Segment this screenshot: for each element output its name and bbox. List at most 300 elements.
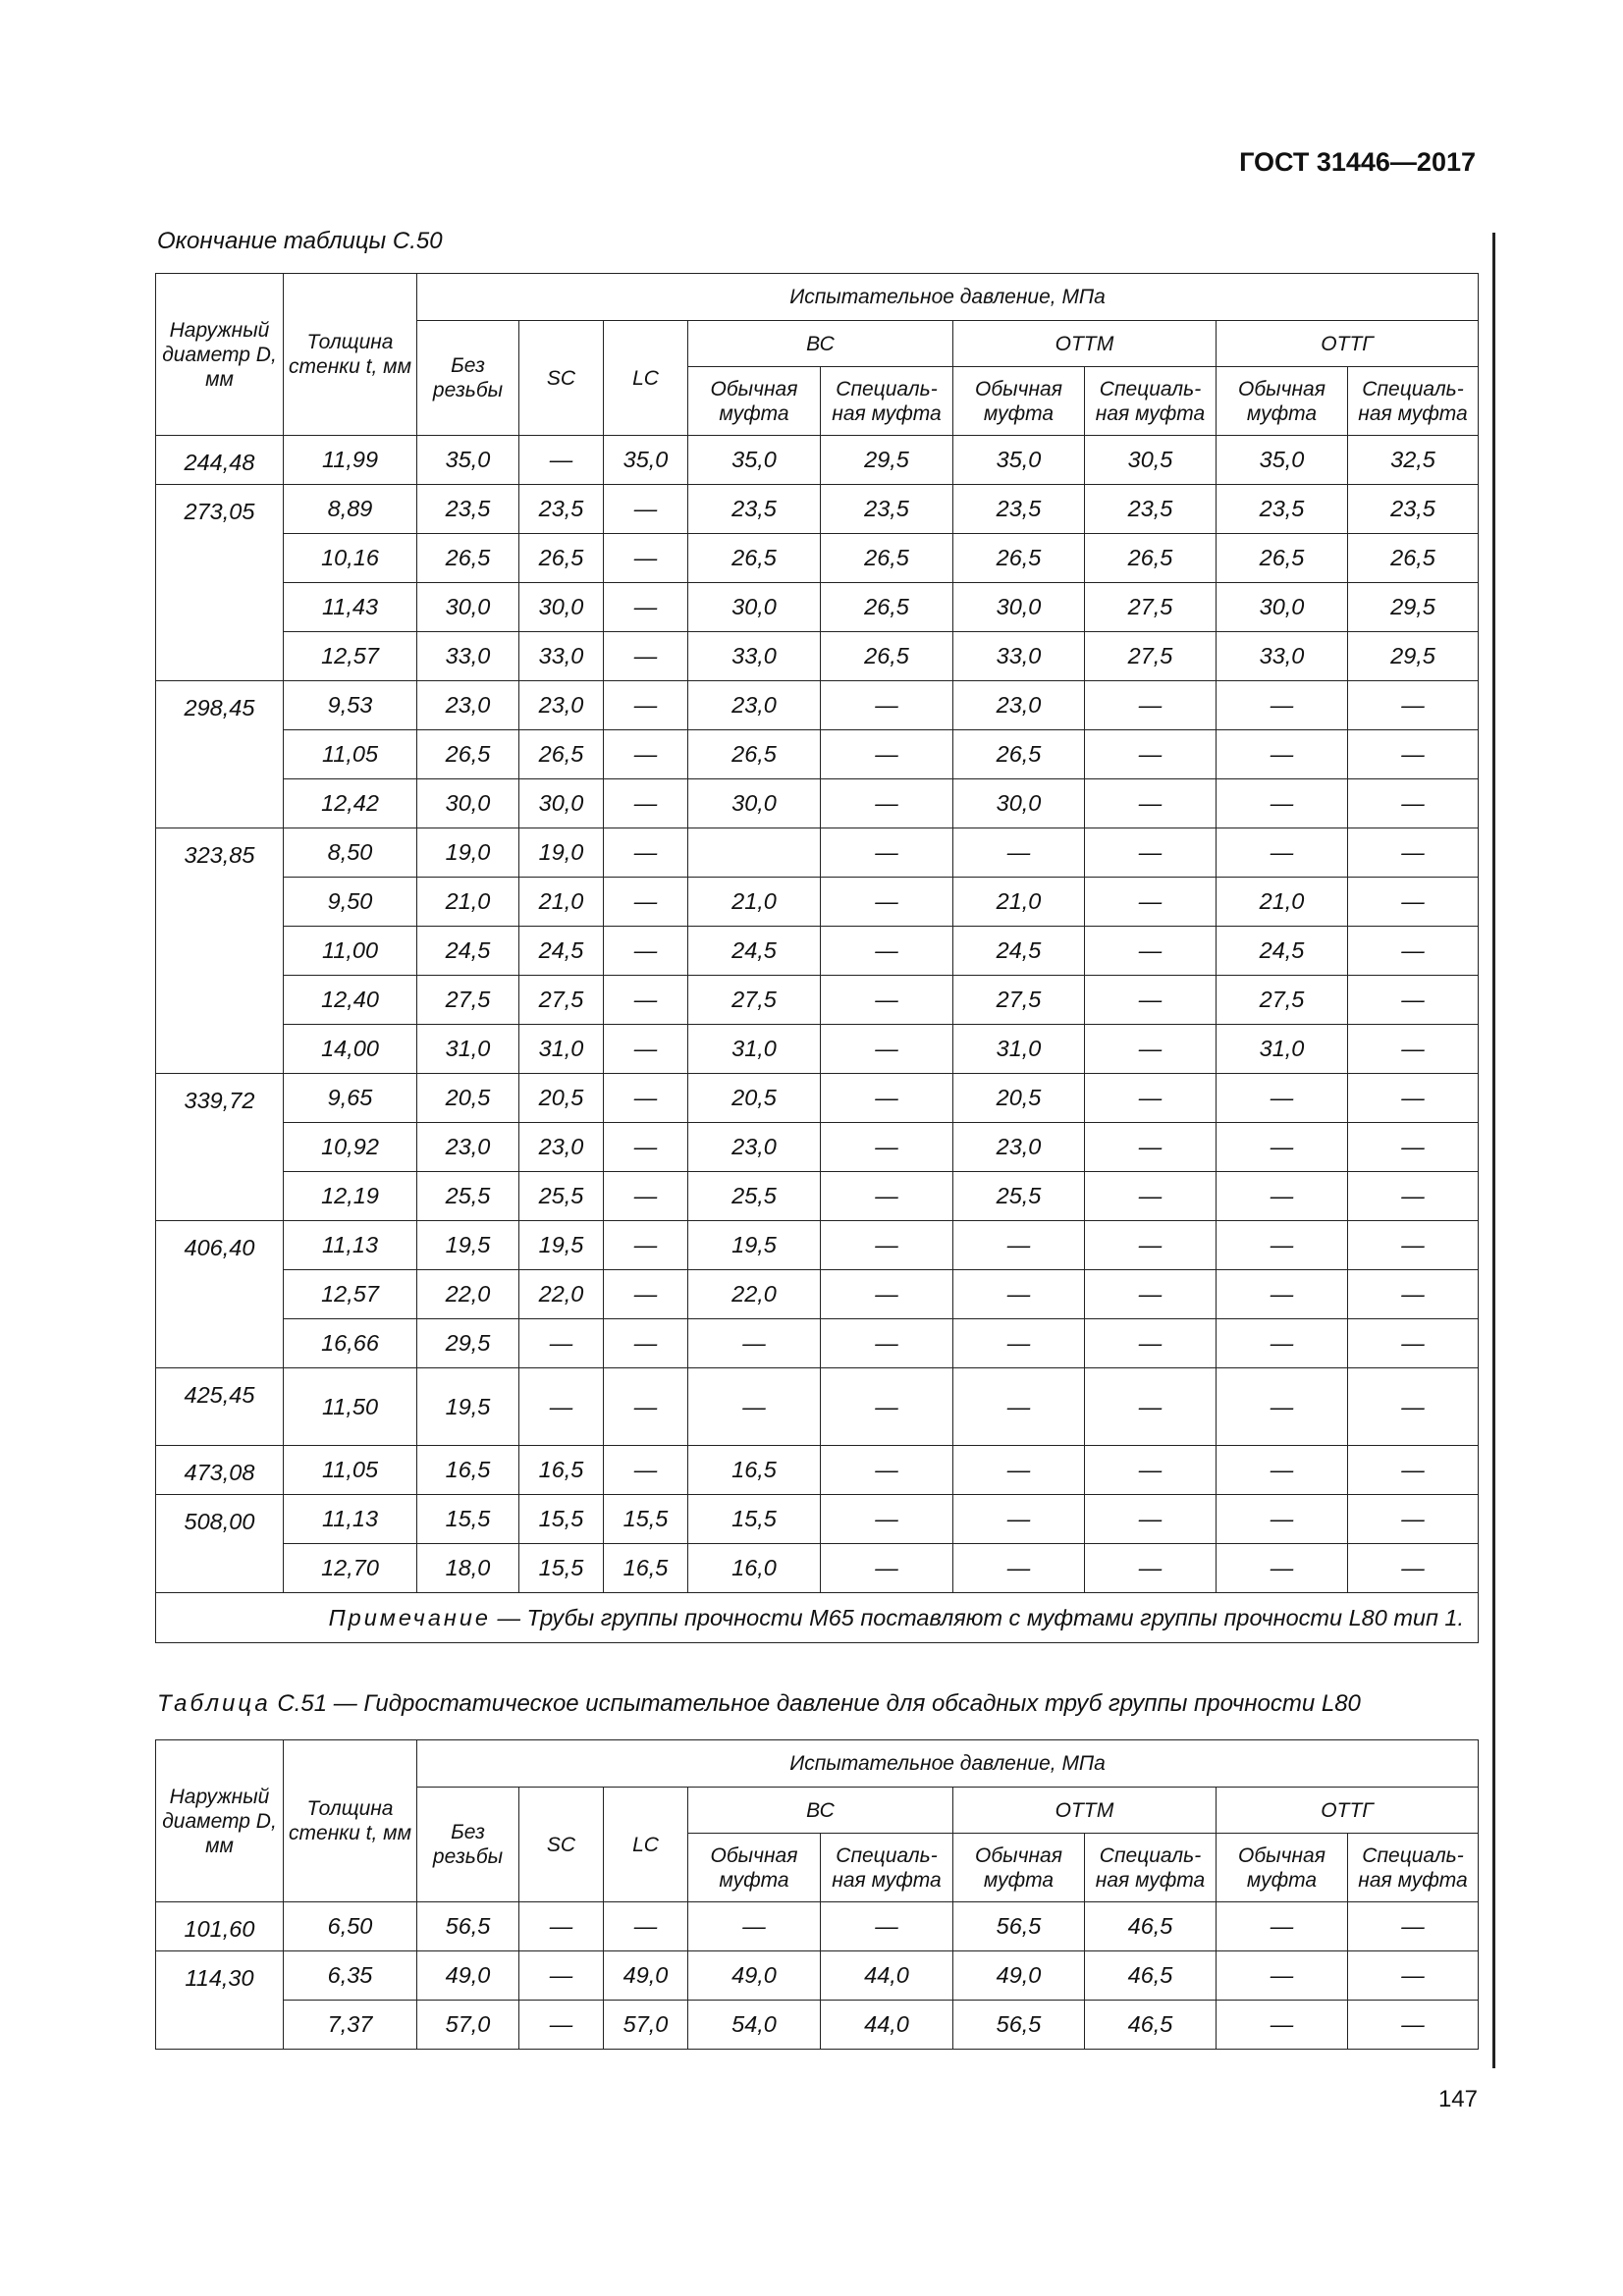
thickness-cell: 11,43 [284,583,417,632]
pressure-cell: 49,0 [953,1951,1085,2001]
pressure-cell: — [821,1221,953,1270]
pressure-cell: 22,0 [417,1270,519,1319]
col-lc: LC [604,321,688,436]
pressure-cell: — [1348,1270,1479,1319]
pressure-cell: — [821,1544,953,1593]
thickness-cell: 8,89 [284,485,417,534]
pressure-cell: 57,0 [604,2001,688,2050]
pressure-cell: 44,0 [821,2001,953,2050]
pressure-cell: 27,5 [1085,583,1217,632]
pressure-cell: — [1217,1221,1348,1270]
pressure-cell [688,828,821,878]
pressure-cell: — [604,1368,688,1446]
pressure-cell: 23,0 [417,1123,519,1172]
pressure-cell: — [1217,1319,1348,1368]
pressure-cell: 54,0 [688,2001,821,2050]
pressure-cell: — [1348,1319,1479,1368]
note-text: — Трубы группы прочности М65 поставляют с муфтами группы прочности L80 тип 1. [490,1604,1465,1630]
table-row [156,1074,1479,1123]
diameter-cell: 473,08 [156,1446,284,1495]
pressure-cell: 29,5 [821,436,953,485]
table-row [156,1221,1479,1270]
pressure-cell: 35,0 [1217,436,1348,485]
thickness-cell: 11,00 [284,927,417,976]
col-bc-regular: Обычная муфта [688,367,821,436]
pressure-cell: 21,0 [1217,878,1348,927]
pressure-cell: 23,5 [953,485,1085,534]
pressure-cell: — [1217,779,1348,828]
pressure-cell: 35,0 [604,436,688,485]
table-row [156,583,1479,632]
pressure-cell: — [604,1270,688,1319]
pressure-cell: — [604,1221,688,1270]
pressure-cell: — [1217,1446,1348,1495]
pressure-cell: 26,5 [417,534,519,583]
pressure-cell: 26,5 [953,534,1085,583]
pressure-cell: — [1348,1495,1479,1544]
pressure-cell: — [604,878,688,927]
pressure-cell: — [1085,1544,1217,1593]
table-row [156,632,1479,681]
col-ottg-regular: Обычная муфта [1217,1834,1348,1902]
pressure-cell: 30,0 [519,779,604,828]
pressure-cell: 31,0 [417,1025,519,1074]
pressure-cell: 19,0 [417,828,519,878]
pressure-cell: — [1348,2001,1479,2050]
pressure-cell: — [1217,2001,1348,2050]
table-c51 [155,1739,1479,2050]
pressure-cell: — [1348,976,1479,1025]
col-sc: SC [519,1788,604,1902]
table-row [156,1544,1479,1593]
pressure-cell: 20,5 [688,1074,821,1123]
col-bc-special: Специаль-ная муфта [821,1834,953,1902]
col-diameter: Наружный диаметр D, мм [156,1740,284,1902]
pressure-cell: — [1217,1368,1348,1446]
col-diameter: Наружный диаметр D, мм [156,274,284,436]
pressure-cell: — [953,1368,1085,1446]
pressure-cell: — [1217,1074,1348,1123]
note-label: Примечание [328,1604,491,1630]
pressure-cell: — [821,1025,953,1074]
thickness-cell: 9,65 [284,1074,417,1123]
table-row [156,1951,1479,2001]
table-row [156,1270,1479,1319]
pressure-cell: 23,0 [953,1123,1085,1172]
thickness-cell: 11,05 [284,730,417,779]
col-ottm-special: Специаль-ная муфта [1085,1834,1217,1902]
pressure-cell: — [953,1544,1085,1593]
pressure-cell: — [1348,681,1479,730]
pressure-cell: — [821,1368,953,1446]
pressure-cell: — [604,534,688,583]
pressure-cell: 23,5 [1217,485,1348,534]
pressure-cell: — [1085,1446,1217,1495]
diameter-cell: 244,48 [156,436,284,485]
pressure-cell: 23,5 [1085,485,1217,534]
pressure-cell: — [1348,1025,1479,1074]
pressure-cell: 21,0 [519,878,604,927]
pressure-cell: 30,0 [953,779,1085,828]
pressure-cell: — [1217,1495,1348,1544]
table-row [156,436,1479,485]
pressure-cell: — [604,1123,688,1172]
thickness-cell: 7,37 [284,2001,417,2050]
diameter-cell: 406,40 [156,1221,284,1368]
table2-caption-text: С.51 — Гидростатическое испытательное давление для обсадных труб группы прочности L80 [270,1690,1361,1717]
pressure-cell: — [604,1172,688,1221]
table2-caption [157,1690,1361,1718]
thickness-cell: 11,13 [284,1495,417,1544]
pressure-cell: — [1348,730,1479,779]
table-row [156,485,1479,534]
pressure-cell: — [1085,730,1217,779]
pressure-cell: — [519,1902,604,1951]
pressure-cell: 19,5 [519,1221,604,1270]
pressure-cell: — [1085,1495,1217,1544]
pressure-cell: 30,0 [688,779,821,828]
thickness-cell: 6,50 [284,1902,417,1951]
pressure-cell: — [1085,1368,1217,1446]
pressure-cell: — [1085,1074,1217,1123]
table2-caption-label: Таблица [157,1690,271,1717]
pressure-cell: — [1348,828,1479,878]
table-c50 [155,273,1479,1643]
pressure-cell: 27,5 [1085,632,1217,681]
pressure-cell: — [1085,927,1217,976]
pressure-cell: 15,5 [604,1495,688,1544]
pressure-cell: — [1348,1544,1479,1593]
pressure-cell: — [821,1446,953,1495]
pressure-cell: 44,0 [821,1951,953,2001]
thickness-cell: 10,16 [284,534,417,583]
pressure-cell: 56,5 [953,1902,1085,1951]
pressure-cell: 31,0 [519,1025,604,1074]
pressure-cell: — [604,1446,688,1495]
pressure-cell: 25,5 [688,1172,821,1221]
pressure-cell: 57,0 [417,2001,519,2050]
col-ottg: ОТТГ [1217,321,1479,367]
pressure-cell: — [1085,1270,1217,1319]
pressure-cell: 29,5 [1348,583,1479,632]
pressure-cell: — [1085,1123,1217,1172]
pressure-cell: 16,5 [519,1446,604,1495]
table-row [156,927,1479,976]
table-row [156,976,1479,1025]
pressure-cell: — [1217,1172,1348,1221]
pressure-cell: — [604,1902,688,1951]
pressure-cell: — [821,828,953,878]
pressure-cell: 27,5 [519,976,604,1025]
pressure-cell: — [1217,1123,1348,1172]
pressure-cell: 33,0 [417,632,519,681]
pressure-cell: 33,0 [1217,632,1348,681]
pressure-cell: — [519,1319,604,1368]
thickness-cell: 9,53 [284,681,417,730]
pressure-cell: 23,0 [417,681,519,730]
pressure-cell: 20,5 [417,1074,519,1123]
pressure-cell: 33,0 [688,632,821,681]
pressure-cell: — [1348,878,1479,927]
diameter-cell: 425,45 [156,1368,284,1446]
pressure-cell: — [1085,1025,1217,1074]
pressure-cell: 15,5 [417,1495,519,1544]
pressure-cell: 15,5 [688,1495,821,1544]
col-ottm: ОТТМ [953,1788,1217,1834]
pressure-cell: — [821,1902,953,1951]
pressure-cell: — [953,1495,1085,1544]
pressure-cell: 31,0 [688,1025,821,1074]
pressure-cell: 46,5 [1085,1951,1217,2001]
pressure-cell: 26,5 [519,534,604,583]
col-ottm-regular: Обычная муфта [953,1834,1085,1902]
col-pressure: Испытательное давление, МПа [417,1740,1479,1788]
table-row [156,1495,1479,1544]
table-row [156,730,1479,779]
pressure-cell: — [821,730,953,779]
pressure-cell: 35,0 [953,436,1085,485]
pressure-cell: 23,5 [519,485,604,534]
pressure-cell: — [821,878,953,927]
pressure-cell: — [821,1319,953,1368]
pressure-cell: — [1348,779,1479,828]
pressure-cell: 25,5 [953,1172,1085,1221]
standard-code: ГОСТ 31446—2017 [1239,147,1476,177]
col-thickness: Толщина стенки t, мм [284,274,417,436]
table-row [156,1123,1479,1172]
pressure-cell: 32,5 [1348,436,1479,485]
pressure-cell: — [519,1368,604,1446]
thickness-cell: 12,42 [284,779,417,828]
pressure-cell: 49,0 [688,1951,821,2001]
col-ottg-special: Специаль-ная муфта [1348,367,1479,436]
table-row [156,534,1479,583]
pressure-cell: 19,0 [519,828,604,878]
pressure-cell: — [821,927,953,976]
pressure-cell: 24,5 [1217,927,1348,976]
pressure-cell: 19,5 [417,1368,519,1446]
thickness-cell: 12,57 [284,1270,417,1319]
pressure-cell: 30,0 [519,583,604,632]
pressure-cell: 27,5 [417,976,519,1025]
pressure-cell: 21,0 [953,878,1085,927]
pressure-cell: — [604,681,688,730]
pressure-cell: — [604,976,688,1025]
diameter-cell: 101,60 [156,1902,284,1951]
pressure-cell: — [519,1951,604,2001]
thickness-cell: 12,19 [284,1172,417,1221]
pressure-cell: 31,0 [953,1025,1085,1074]
diameter-cell: 273,05 [156,485,284,681]
pressure-cell: — [821,976,953,1025]
pressure-cell: — [604,485,688,534]
pressure-cell: — [1348,1123,1479,1172]
diameter-cell: 114,30 [156,1951,284,2050]
pressure-cell: 29,5 [1348,632,1479,681]
pressure-cell: — [1217,1902,1348,1951]
pressure-cell: — [519,2001,604,2050]
pressure-cell: — [1348,1172,1479,1221]
pressure-cell: 23,5 [688,485,821,534]
pressure-cell: — [1348,1074,1479,1123]
pressure-cell: 16,5 [604,1544,688,1593]
pressure-cell: 30,5 [1085,436,1217,485]
pressure-cell: 29,5 [417,1319,519,1368]
table-row [156,1902,1479,1951]
pressure-cell: 27,5 [1217,976,1348,1025]
pressure-cell: — [1085,1221,1217,1270]
pressure-cell: 23,0 [688,1123,821,1172]
pressure-cell: 56,5 [953,2001,1085,2050]
table-row [156,1172,1479,1221]
pressure-cell: — [821,779,953,828]
pressure-cell: 31,0 [1217,1025,1348,1074]
pressure-cell: — [1348,1951,1479,2001]
table-note [156,1593,1479,1643]
pressure-cell: — [604,1025,688,1074]
pressure-cell: 30,0 [688,583,821,632]
diameter-cell: 508,00 [156,1495,284,1593]
pressure-cell: 22,0 [688,1270,821,1319]
pressure-cell: — [1217,828,1348,878]
table-row [156,1025,1479,1074]
pressure-cell: 49,0 [417,1951,519,2001]
table-row [156,1446,1479,1495]
pressure-cell: — [1085,1172,1217,1221]
pressure-cell: 49,0 [604,1951,688,2001]
col-ottm-special: Специаль-ная муфта [1085,367,1217,436]
thickness-cell: 10,92 [284,1123,417,1172]
pressure-cell: 22,0 [519,1270,604,1319]
pressure-cell: 26,5 [417,730,519,779]
pressure-cell: — [953,1446,1085,1495]
thickness-cell: 12,70 [284,1544,417,1593]
pressure-cell: 24,5 [417,927,519,976]
pressure-cell: — [953,828,1085,878]
thickness-cell: 12,57 [284,632,417,681]
table-c50-body [156,436,1479,1593]
pressure-cell: — [821,1172,953,1221]
pressure-cell: 25,5 [519,1172,604,1221]
col-lc: LC [604,1788,688,1902]
pressure-cell: — [1085,779,1217,828]
pressure-cell: 15,5 [519,1544,604,1593]
col-no-thread: Без резьбы [417,321,519,436]
col-no-thread: Без резьбы [417,1788,519,1902]
pressure-cell: — [821,681,953,730]
table-row [156,2001,1479,2050]
pressure-cell: — [1348,927,1479,976]
pressure-cell: 30,0 [953,583,1085,632]
pressure-cell: 20,5 [953,1074,1085,1123]
pressure-cell: — [604,1074,688,1123]
table-row [156,681,1479,730]
pressure-cell: — [953,1221,1085,1270]
col-bc: ВС [688,1788,953,1834]
pressure-cell: 24,5 [688,927,821,976]
pressure-cell: 16,5 [688,1446,821,1495]
pressure-cell: 56,5 [417,1902,519,1951]
pressure-cell: 16,0 [688,1544,821,1593]
pressure-cell: — [1217,1951,1348,2001]
table-row [156,779,1479,828]
pressure-cell: — [604,779,688,828]
pressure-cell: — [604,730,688,779]
pressure-cell: — [519,436,604,485]
pressure-cell: 26,5 [1348,534,1479,583]
pressure-cell: 19,5 [688,1221,821,1270]
pressure-cell: 26,5 [688,730,821,779]
pressure-cell: — [1348,1368,1479,1446]
page-number: 147 [1437,2086,1478,2112]
pressure-cell: — [953,1270,1085,1319]
col-bc: ВС [688,321,953,367]
pressure-cell: 27,5 [953,976,1085,1025]
pressure-cell: 26,5 [519,730,604,779]
thickness-cell: 6,35 [284,1951,417,2001]
pressure-cell: 21,0 [688,878,821,927]
pressure-cell: — [604,632,688,681]
thickness-cell: 11,05 [284,1446,417,1495]
pressure-cell: — [1085,681,1217,730]
thickness-cell: 11,99 [284,436,417,485]
pressure-cell: 23,5 [417,485,519,534]
pressure-cell: — [1085,878,1217,927]
pressure-cell: 26,5 [821,534,953,583]
pressure-cell: — [604,1319,688,1368]
pressure-cell: 20,5 [519,1074,604,1123]
pressure-cell: — [604,583,688,632]
pressure-cell: 24,5 [519,927,604,976]
pressure-cell: 30,0 [417,779,519,828]
pressure-cell: 26,5 [1217,534,1348,583]
margin-rule [1492,233,1495,2068]
pressure-cell: — [1348,1221,1479,1270]
pressure-cell: 33,0 [953,632,1085,681]
pressure-cell: 23,0 [688,681,821,730]
pressure-cell: 26,5 [821,583,953,632]
pressure-cell: — [688,1319,821,1368]
pressure-cell: — [1217,1270,1348,1319]
col-bc-regular: Обычная муфта [688,1834,821,1902]
pressure-cell: — [821,1270,953,1319]
pressure-cell: — [1217,730,1348,779]
thickness-cell: 8,50 [284,828,417,878]
pressure-cell: 46,5 [1085,1902,1217,1951]
col-thickness: Толщина стенки t, мм [284,1740,417,1902]
pressure-cell: — [821,1123,953,1172]
pressure-cell: 35,0 [688,436,821,485]
pressure-cell: — [953,1319,1085,1368]
pressure-cell: 30,0 [1217,583,1348,632]
pressure-cell: 33,0 [519,632,604,681]
pressure-cell: 26,5 [953,730,1085,779]
pressure-cell: — [1348,1902,1479,1951]
diameter-cell: 298,45 [156,681,284,828]
diameter-cell: 323,85 [156,828,284,1074]
pressure-cell: — [1217,681,1348,730]
pressure-cell: — [1085,1319,1217,1368]
table-row [156,1368,1479,1446]
pressure-cell: 35,0 [417,436,519,485]
pressure-cell: 23,5 [821,485,953,534]
thickness-cell: 16,66 [284,1319,417,1368]
col-bc-special: Специаль-ная муфта [821,367,953,436]
col-ottm-regular: Обычная муфта [953,367,1085,436]
diameter-cell: 339,72 [156,1074,284,1221]
pressure-cell: 23,0 [519,681,604,730]
thickness-cell: 12,40 [284,976,417,1025]
